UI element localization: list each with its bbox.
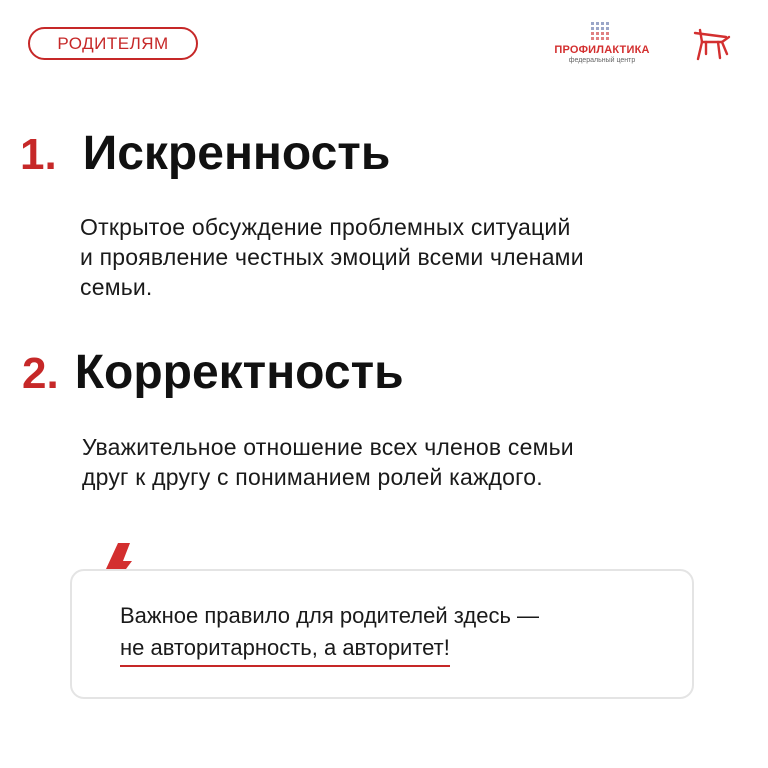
category-tag-label: РОДИТЕЛЯМ [57, 33, 169, 53]
callout-text: Важное правило для родителей здесь — [120, 603, 540, 628]
section-number: 2. [22, 349, 59, 398]
callout-card [70, 569, 694, 699]
section-number: 1. [20, 130, 57, 179]
description-line: Открытое обсуждение проблемных ситуаций [80, 214, 571, 240]
section-description-2 [82, 432, 722, 492]
dot-grid-logo-icon [591, 22, 613, 42]
section-heading-1 [20, 126, 390, 181]
callout-emphasis: не авторитарность, а авторитет! [120, 635, 450, 667]
category-tag [28, 27, 198, 60]
description-line: семьи. [80, 274, 153, 300]
chair-icon [692, 26, 732, 62]
section-title: Искренность [82, 127, 391, 180]
section-title: Корректность [74, 346, 404, 399]
brand-name: ПРОФИЛАКТИКА [554, 44, 650, 56]
description-line: друг к другу с пониманием ролей каждого. [82, 464, 543, 490]
section-heading-2 [22, 345, 404, 400]
section-description-1 [80, 212, 720, 302]
description-line: Уважительное отношение всех членов семьи [82, 434, 574, 460]
brand-subtitle: федеральный центр [568, 57, 636, 64]
brand-logo [548, 22, 656, 64]
description-line: и проявление честных эмоций всеми членами [80, 244, 584, 270]
